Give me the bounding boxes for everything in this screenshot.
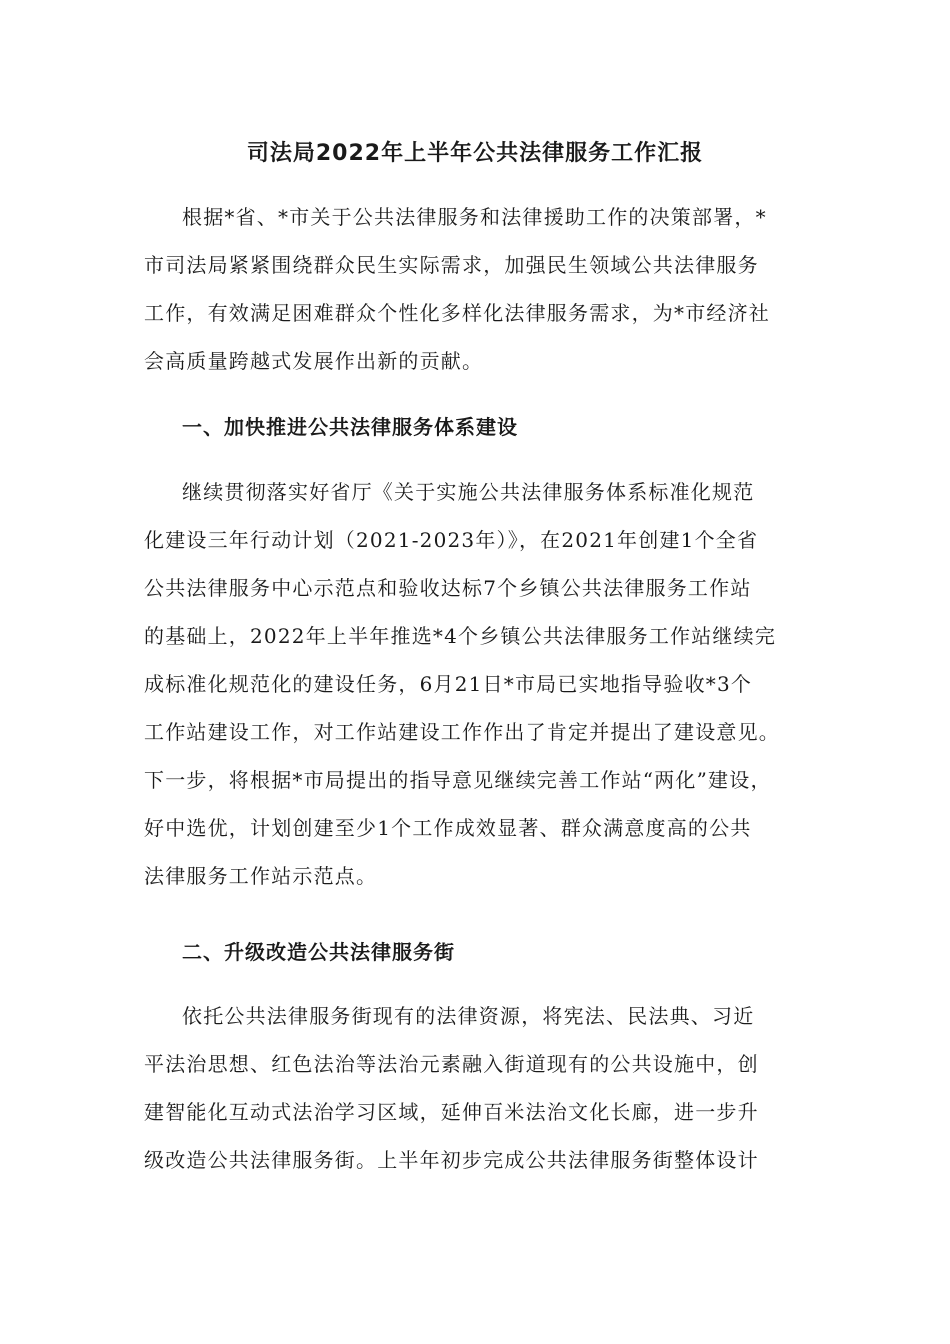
section1-line-4: 的基础上，2022年上半年推选*4个乡镇公共法律服务工作站继续完	[144, 624, 777, 648]
section1-line-5: 成标准化规范化的建设任务，6月21日*市局已实地指导验收*3个	[144, 672, 753, 696]
section1-line-1: 继续贯彻落实好省厅《关于实施公共法律服务体系标准化规范	[182, 480, 755, 504]
document-title: 司法局2022年上半年公共法律服务工作汇报	[246, 141, 704, 166]
intro-line-2: 市司法局紧紧围绕群众民生实际需求，加强民生领域公共法律服务	[144, 253, 759, 277]
intro-line-4: 会高质量跨越式发展作出新的贡献。	[144, 349, 484, 373]
intro-line-3: 工作，有效满足困难群众个性化多样化法律服务需求，为*市经济社	[144, 301, 770, 325]
section1-line-8: 好中选优，计划创建至少1个工作成效显著、群众满意度高的公共	[144, 816, 752, 840]
section1-line-6: 工作站建设工作，对工作站建设工作作出了肯定并提出了建设意见。	[144, 720, 780, 744]
section1-line-9: 法律服务工作站示范点。	[144, 864, 378, 888]
section2-line-2: 平法治思想、红色法治等法治元素融入街道现有的公共设施中，创	[144, 1052, 759, 1076]
section1-line-3: 公共法律服务中心示范点和验收达标7个乡镇公共法律服务工作站	[144, 576, 752, 600]
section2-line-3: 建智能化互动式法治学习区域，延伸百米法治文化长廊，进一步升	[144, 1100, 759, 1124]
section2-heading: 二、升级改造公共法律服务街	[182, 940, 455, 964]
section1-heading: 一、加快推进公共法律服务体系建设	[182, 415, 518, 439]
section1-line-2: 化建设三年行动计划（2021-2023年）》，在2021年创建1个全省	[144, 528, 759, 552]
intro-line-1: 根据*省、*市关于公共法律服务和法律援助工作的决策部署，*	[182, 205, 767, 229]
section2-line-1: 依托公共法律服务街现有的法律资源，将宪法、民法典、习近	[182, 1004, 755, 1028]
section1-line-7: 下一步，将根据*市局提出的指导意见继续完善工作站“两化”建设，	[144, 768, 772, 792]
section2-line-4: 级改造公共法律服务街。上半年初步完成公共法律服务街整体设计	[144, 1148, 759, 1172]
